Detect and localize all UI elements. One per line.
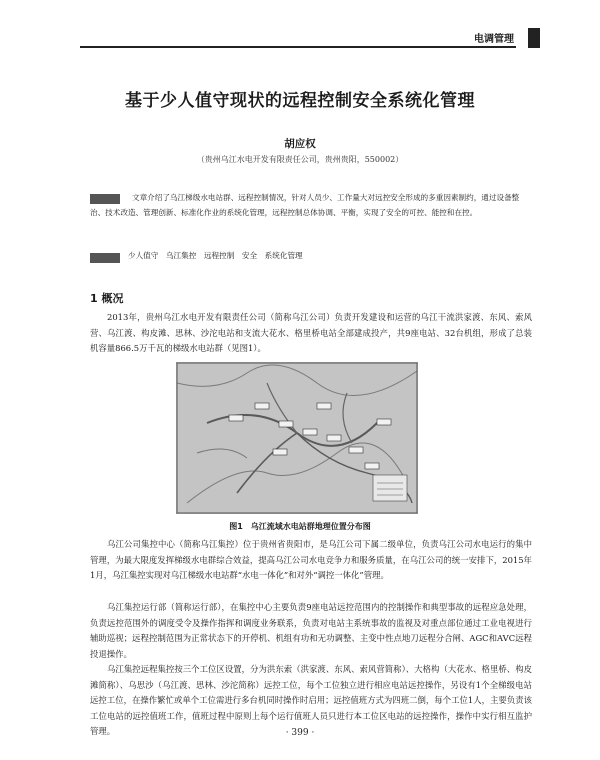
basin-map-figure: [176, 362, 418, 514]
abstract-text: 文章介绍了乌江梯级水电站群、远程控制情况，针对人员少、工作量大对远控安全形成的多重因素制约，通过设备整治、技术改造、管理创新、标准化作业的系统化管理，远程控制总体协调、平衡，实现了安全的可控、能控和在控。: [90, 193, 520, 217]
section-heading: 1 概况: [90, 292, 124, 305]
paragraph: 乌江公司集控中心（简称乌江集控）位于贵州省贵阳市，是乌江公司下属二级单位，负责乌江公司水电运行的集中管理，为最大限度发挥梯级水电群综合效益，提高乌江公司水电竞争力和服务质量，在乌江公司的统一安排下，2015年1月，乌江集控实现对乌江梯级水电站群“水电一体化”和对外“调控一体化”管理。: [90, 539, 532, 581]
paragraph: 2013年，贵州乌江水电开发有限责任公司（简称乌江公司）负责开发建设和运营的乌江干流洪家渡、东风、索风营、乌江渡、构皮滩、思林、沙沱电站和支流大花水、格里桥电站全部建成投产，共9座电站、32台机组，形成了总装机容量866.5万千瓦的梯级水电站群（见图1）。: [90, 312, 532, 354]
paragraph: 乌江集控运行部（简称运行部），在集控中心主要负责9座电站远控范围内的控制操作和典型事故的远程应急处理，负责远控范围外的调度受令及操作指挥和调度业务联系，负责对电站主系统事故的监视及对重点部位通过工业电视进行辅助巡视；远程控制范围为正常状态下的开停机、机组有功和无功调整、主变中性点地刀远程分合闸、AGC和AVC远程投退操作。: [90, 602, 532, 659]
keywords-text: 少人值守 乌江集控 远程控制 安全 系统化管理: [128, 251, 303, 260]
map-graphic: [177, 363, 417, 513]
running-header: [80, 28, 540, 50]
keywords-tag: [90, 253, 120, 263]
header-block: [528, 28, 540, 48]
author-affiliation: （贵州乌江水电开发有限责任公司，贵州贵阳，550002）: [196, 155, 404, 164]
header-rule: [80, 46, 516, 48]
article-title: 基于少人值守现状的远程控制安全系统化管理: [125, 91, 475, 111]
author-name: 胡应权: [284, 138, 316, 150]
page-number: · 399 ·: [285, 728, 315, 738]
paragraph: 乌江集控远程集控按三个工位区设置，分为洪东索（洪家渡、东风、索风营简称）、大格构（大花水、格里桥、构皮滩简称）、乌思沙（乌江渡、思林、沙沱简称）远控工位，每个工位独立进行相应电站远控操作，另设有1个全梯级电站远控工位，在操作繁忙或单个工位需进行多台机同时操作时启用；远控值班方式为四班二倒，每个工位1人，主要负责该工位电站的远控值班工作，值班过程中原则上每个运行值班人员只进行本工位区电站的远控操作，操作中实行相互监护管理。: [90, 664, 532, 737]
figure-caption: 图1 乌江流域水电站群地理位置分布图: [229, 522, 371, 531]
column-label: 电调管理: [474, 34, 514, 45]
